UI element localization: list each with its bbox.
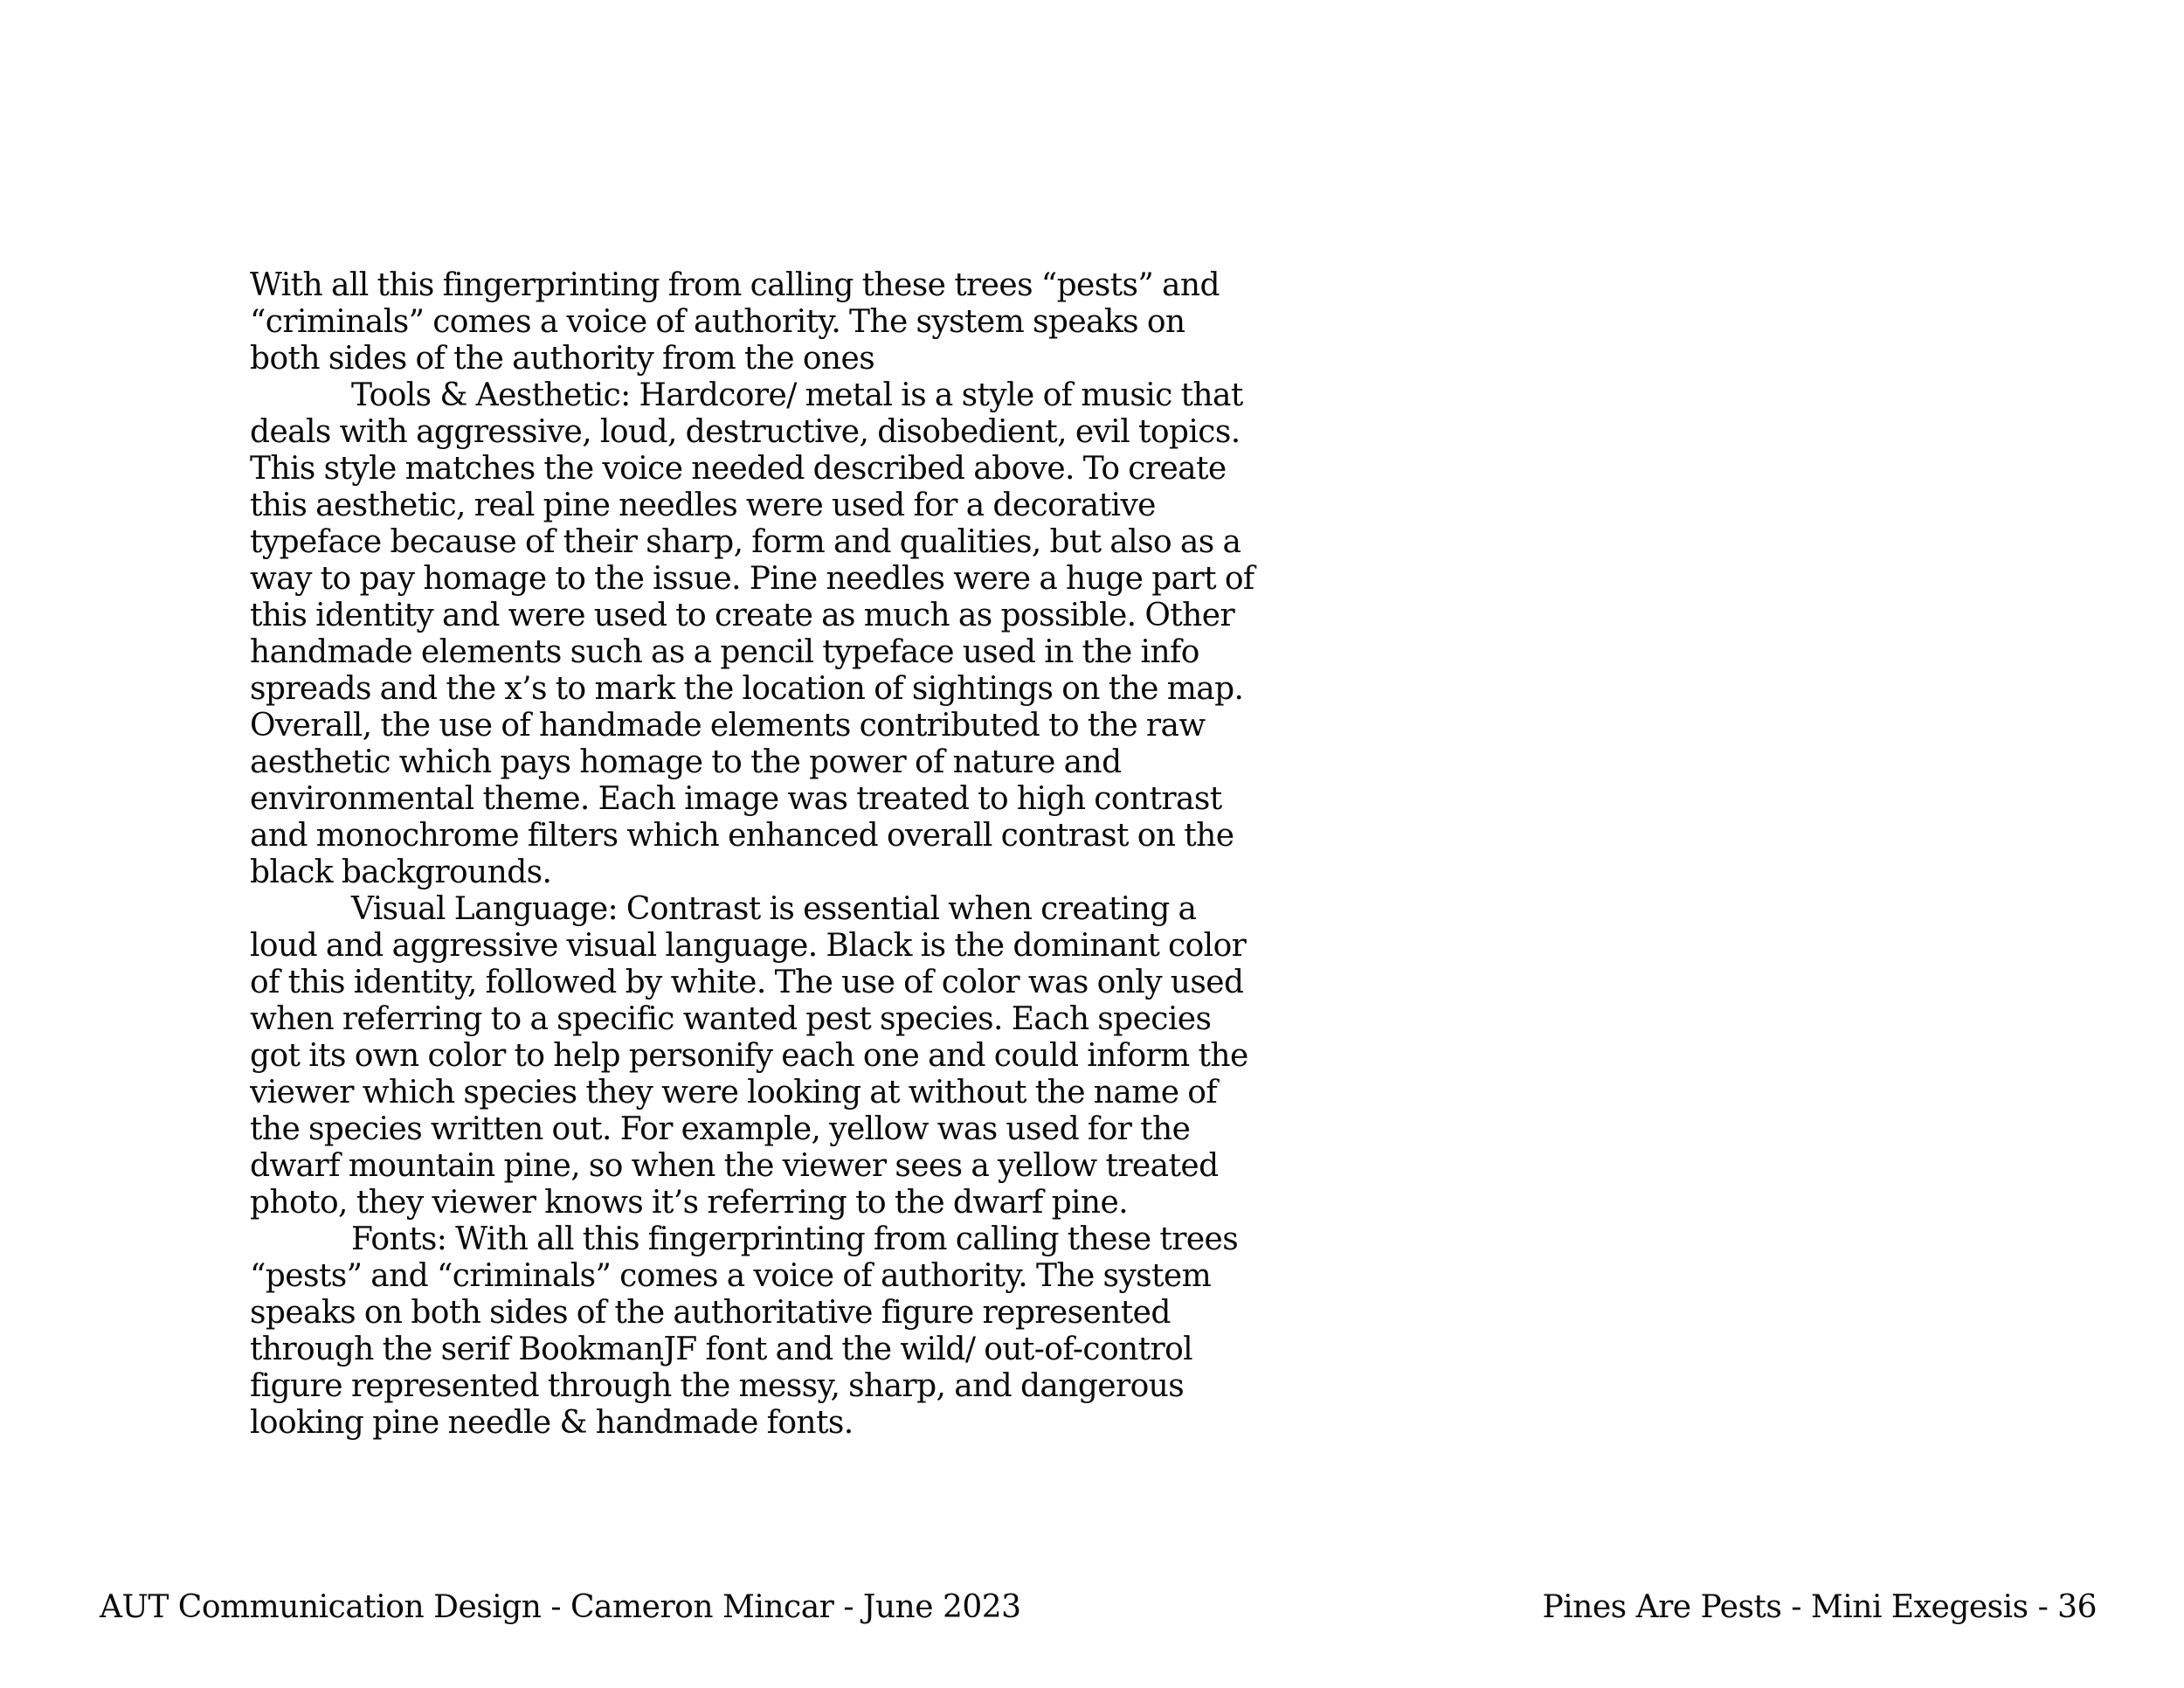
paragraph-intro: With all this fingerprinting from calling these trees “pests” and “criminals” comes a voice of authority. The system speaks on both sides of the authority from the ones — [250, 267, 1220, 377]
paragraph-fonts: Fonts: With all this fingerprinting from calling these trees “pests” and “criminals” comes a voice of authority. The system speaks on both sides of the authoritative figure represented through the serif BookmanJF font and the wild/ out-of-control figure represented through the messy, sharp, and dangerous looking pine needle & handmade fonts. — [250, 1221, 1239, 1441]
paragraph-visual-language: Visual Language: Contrast is essential when creating a loud and aggressive visual language. Black is the dominant color of this identity, followed by white. The use of color was only used when referring to a specific wanted pest species. Each species got its own color to help personify each one and could inform the viewer which species they were looking at without the name of the species written out. For example, yellow was used for the dwarf mountain pine, so when the viewer sees a yellow treated photo, they viewer knows it’s referring to the dwarf pine. — [250, 891, 1248, 1221]
footer-left: AUT Communication Design - Cameron Mincar - June 2023 — [100, 1589, 1021, 1625]
body-text — [250, 267, 1263, 1442]
paragraph-tools-aesthetic: Tools & Aesthetic: Hardcore/ metal is a style of music that deals with aggressive, loud, destructive, disobedient, evil topics. This style matches the voice needed described above. To create this aesthetic, real pine needles were used for a decorative typeface because of their sharp, form and qualities, but also as a way to pay homage to the issue. Pine needles were a huge part of this identity and were used to create as much as possible. Other handmade elements such as a pencil typeface used in the info spreads and the x’s to mark the location of sightings on the map. Overall, the use of handmade elements contributed to the raw aesthetic which pays homage to the power of nature and environmental theme. Each image was treated to high contrast and monochrome filters which enhanced overall contrast on the black backgrounds. — [250, 377, 1254, 890]
footer-right-page-number: Pines Are Pests - Mini Exegesis - 36 — [1542, 1589, 2097, 1625]
